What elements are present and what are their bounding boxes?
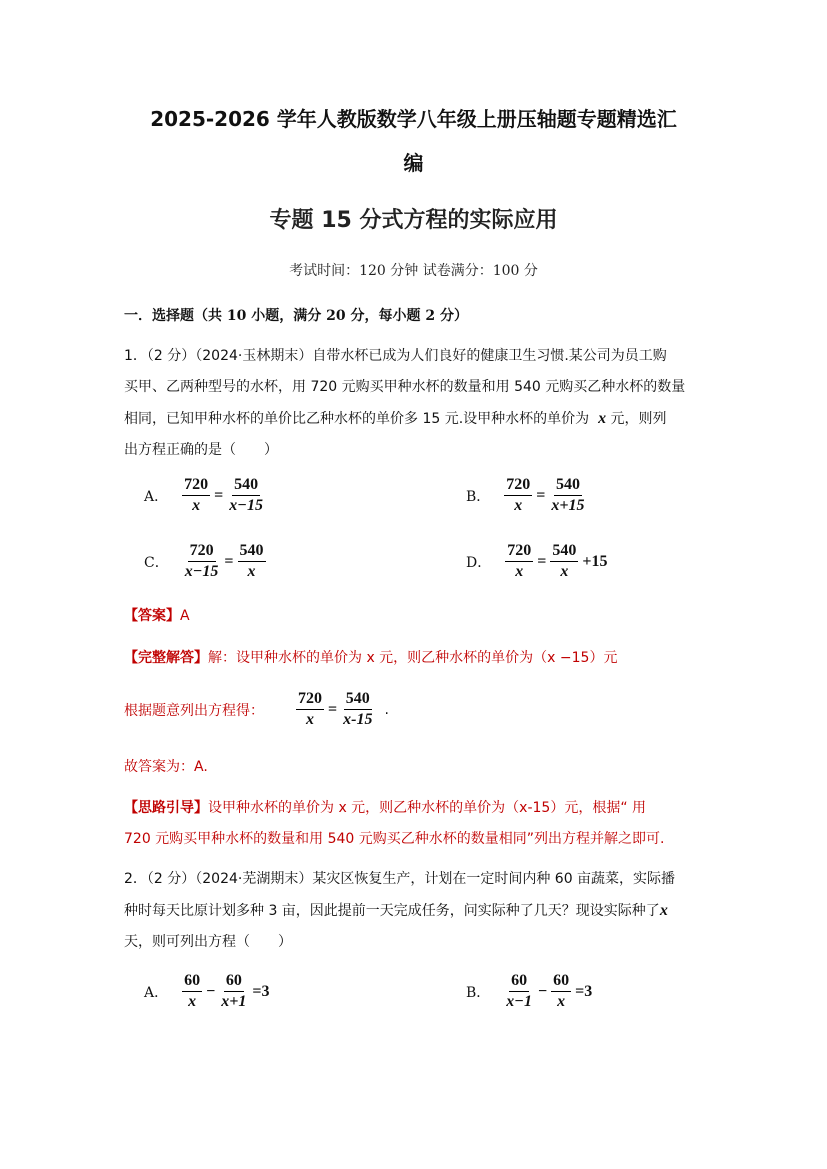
q1-option-b[interactable]: [466, 476, 589, 515]
option-label: A．: [144, 984, 169, 1001]
q1-line3-end: 元，则列: [610, 411, 667, 427]
q2-line2: [124, 895, 704, 927]
operator: =: [214, 486, 224, 504]
q1-line2: 买甲、乙两种型号的水杯，用 720 元购买甲种水杯的数量和用 540 元购买乙种水杯的数量: [124, 379, 686, 395]
fraction: $\frac{60}{x-1}$: [506, 972, 532, 1010]
answer-value: A: [180, 608, 190, 624]
equation-period: .: [384, 701, 389, 718]
fraction: $\frac{720}{x}$: [184, 476, 209, 514]
q2-line3: 天，则可列出方程（ ）: [124, 934, 292, 950]
operator: −: [206, 982, 216, 1000]
doc-title-line2: 编: [403, 151, 424, 175]
q1-option-c[interactable]: [144, 542, 268, 581]
option-label: B．: [466, 984, 491, 1001]
q1-line3: [124, 403, 704, 435]
q1-hint: [124, 793, 724, 855]
fraction: $\frac{720}{x}$: [506, 476, 531, 514]
operator: −: [538, 982, 548, 1000]
q1-answer: [124, 601, 704, 632]
option-label: A．: [144, 488, 169, 505]
operator-tail: +15: [582, 552, 608, 570]
doc-title-line1: 2025-2026 学年人教版数学八年级上册压轴题专题精选汇: [150, 107, 677, 131]
section-heading: 一．选择题（共 10 小题，满分 20 分，每小题 2 分）: [124, 308, 468, 324]
operator: =: [328, 700, 338, 718]
topic-subtitle: 专题 15 分式方程的实际应用: [269, 208, 558, 233]
solution-text: 解：设甲种水杯的单价为 x 元，则乙种水杯的单价为（x −15）元: [208, 650, 618, 666]
exam-info: 考试时间：120 分钟 试卷满分：100 分: [289, 263, 538, 279]
solution-tag: 【完整解答】: [124, 650, 208, 666]
question-1-stem: [124, 341, 704, 466]
answer-tag: 【答案】: [124, 608, 180, 624]
q1-variable: x: [598, 410, 607, 427]
operator: =: [224, 552, 234, 570]
fraction: $\frac{720}{x}$: [298, 690, 322, 728]
q1-line4: 出方程正确的是（ ）: [124, 442, 278, 458]
hint-line1: 设甲种水杯的单价为 x 元，则乙种水杯的单价为（x-15）元，根据“ 用: [208, 800, 647, 816]
q1-conclusion: 故答案为：A.: [124, 759, 208, 775]
hint-tag: 【思路引导】: [124, 800, 208, 816]
fraction: $\frac{720}{x-15}$: [184, 542, 219, 580]
hint-line2: 720 元购买甲种水杯的数量和用 540 元购买乙种水杯的数量相同”列出方程并解之即可.: [124, 831, 665, 847]
option-label: C．: [144, 554, 169, 571]
fraction: $\frac{60}{x}$: [184, 972, 201, 1010]
operator-tail: =3: [575, 982, 593, 1000]
q2-option-b[interactable]: [466, 972, 594, 1011]
q2-variable: x: [659, 902, 668, 919]
fraction: $\frac{60}{x}$: [553, 972, 570, 1010]
option-label: D．: [466, 554, 492, 571]
fraction: $\frac{60}{x+1}$: [221, 972, 247, 1010]
fraction: $\frac{540}{x+15}$: [551, 476, 585, 514]
q2-option-a[interactable]: [144, 972, 272, 1011]
fraction: $\frac{540}{x-15}$: [343, 690, 373, 728]
operator: =: [536, 486, 546, 504]
question-2-stem: [124, 864, 704, 958]
q1-solution: [124, 643, 744, 674]
q1-equation-row: [124, 690, 389, 729]
option-label: B．: [466, 488, 491, 505]
q2-line2-text: 种时每天比原计划多种 3 亩，因此提前一天完成任务，问实际种了几天？现设实际种了: [124, 903, 660, 919]
q1-option-a[interactable]: [144, 476, 267, 515]
fraction: $\frac{540}{x-15}$: [229, 476, 263, 514]
operator: =: [537, 552, 547, 570]
fraction: $\frac{540}{x}$: [552, 542, 577, 580]
q1-line1: 1．（2 分）（2024·玉林期末）自带水杯已成为人们良好的健康卫生习惯.某公司为员工购: [124, 348, 667, 364]
q1-option-d[interactable]: [466, 542, 609, 581]
q2-line1: 2．（2 分）（2024·芜湖期末）某灾区恢复生产，计划在一定时间内种 60 亩蔬菜，实际播: [124, 871, 676, 887]
fraction: $\frac{720}{x}$: [507, 542, 532, 580]
operator-tail: =3: [252, 982, 270, 1000]
q1-line3-text: 相同，已知甲种水杯的单价比乙种水杯的单价多 15 元.设甲种水杯的单价为: [124, 411, 590, 427]
equation-intro: 根据题意列出方程得：: [124, 702, 264, 719]
fraction: $\frac{540}{x}$: [239, 542, 264, 580]
